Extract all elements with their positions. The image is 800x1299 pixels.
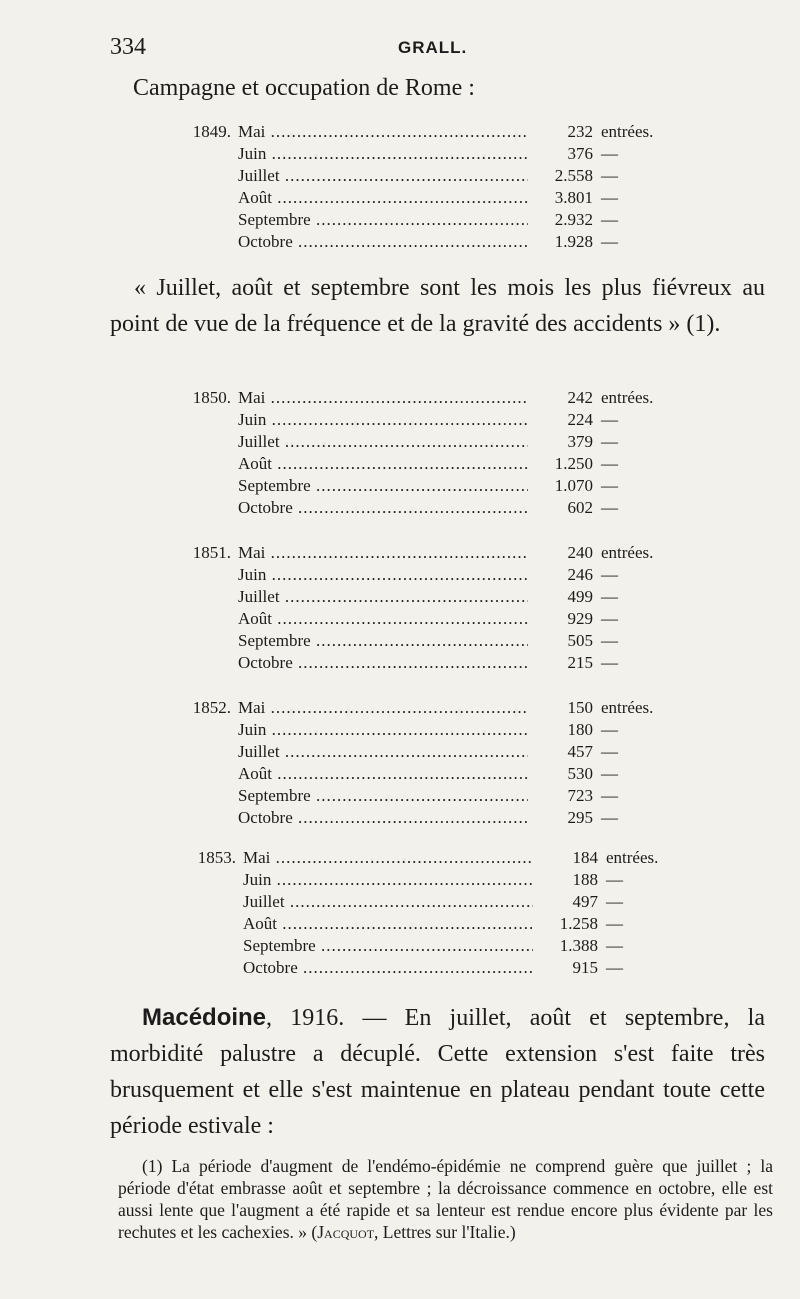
running-head: GRALL. — [398, 38, 468, 57]
table-count: 215 — [567, 653, 593, 672]
table-unit: — — [606, 870, 623, 889]
table-unit: — — [601, 653, 618, 672]
table-month: Juillet ..... — [238, 742, 528, 762]
table-month: Juin ..... — [243, 870, 533, 890]
table-count: 242 — [567, 388, 593, 407]
table-year: 1849. — [192, 122, 231, 141]
macedoine-text: , 1916. — En juillet, août et septembre, la morbidité palustre a décuplé. Cette extension s'est faite très brusquement et elle s'est maintenue en plateau pendant toute cette période estivale : — [110, 1005, 765, 1139]
table-month: Octobre ..... — [243, 958, 533, 978]
table-count: 723 — [567, 786, 593, 805]
table-month: Juin ..... — [238, 144, 528, 164]
table-month: Juillet ..... — [238, 166, 528, 186]
table-month: Mai ..... — [238, 388, 528, 408]
table-count: 1.388 — [559, 936, 598, 955]
footnote-text: (1) La période d'augment de l'endémo-épidémie ne comprend guère que juillet ; la période d'état embrasse août et septembre ; la décroissance commence en octobre, elle est aussi lente que l'augment a été rapide et sa lenteur est rendue encore plus évidente par les rechutes et les cachexies. » ( — [118, 1156, 773, 1242]
table-unit: — — [601, 454, 618, 473]
table-month: Mai ..... — [238, 122, 528, 142]
table-count: 1.258 — [559, 914, 598, 933]
table-count: 3.801 — [554, 188, 593, 207]
footnote — [118, 1155, 773, 1243]
table-count: 530 — [567, 764, 593, 783]
table-unit: — — [601, 188, 618, 207]
table-month: Mai ..... — [238, 698, 528, 718]
table-unit: — — [601, 565, 618, 584]
macedoine-title: Macédoine — [142, 1004, 267, 1031]
table-month: Août ..... — [238, 188, 528, 208]
table-year: 1852. — [192, 698, 231, 717]
table-count: 150 — [567, 698, 593, 717]
table-month: Mai ..... — [243, 848, 533, 868]
table-count: 1.070 — [554, 476, 593, 495]
page-number: 334 — [110, 34, 146, 60]
table-month: Juillet ..... — [238, 587, 528, 607]
table-month: Octobre ..... — [238, 498, 528, 518]
section-heading: Campagne et occupation de Rome : — [133, 75, 475, 101]
table-count: 2.558 — [554, 166, 593, 185]
table-unit: — — [606, 914, 623, 933]
table-unit: — — [601, 210, 618, 229]
table-unit: entrées. — [601, 122, 654, 141]
table-unit: — — [601, 786, 618, 805]
table-month: Septembre ..... — [243, 936, 533, 956]
table-unit: — — [601, 432, 618, 451]
table-count: 240 — [567, 543, 593, 562]
table-unit: — — [601, 720, 618, 739]
table-month: Août ..... — [243, 914, 533, 934]
table-count: 915 — [572, 958, 598, 977]
table-unit: — — [606, 936, 623, 955]
table-count: 376 — [567, 144, 593, 163]
table-count: 2.932 — [554, 210, 593, 229]
table-month: Juin ..... — [238, 565, 528, 585]
table-year: 1853. — [197, 848, 236, 867]
table-count: 184 — [572, 848, 598, 867]
table-unit: — — [601, 631, 618, 650]
table-unit: entrées. — [606, 848, 659, 867]
table-count: 246 — [567, 565, 593, 584]
table-unit: — — [606, 958, 623, 977]
table-unit: — — [601, 609, 618, 628]
table-unit: — — [601, 764, 618, 783]
table-month: Juillet ..... — [238, 432, 528, 452]
footnote-author: Jacquot — [317, 1222, 375, 1242]
table-month: Octobre ..... — [238, 653, 528, 673]
table-unit: entrées. — [601, 543, 654, 562]
table-month: Septembre ..... — [238, 476, 528, 496]
table-month: Mai ..... — [238, 543, 528, 563]
table-month: Octobre ..... — [238, 232, 528, 252]
table-count: 505 — [567, 631, 593, 650]
table-unit: — — [601, 410, 618, 429]
page-header — [110, 34, 770, 64]
table-unit: — — [601, 808, 618, 827]
table-month: Juin ..... — [238, 720, 528, 740]
table-unit: entrées. — [601, 698, 654, 717]
table-month: Septembre ..... — [238, 210, 528, 230]
table-count: 497 — [572, 892, 598, 911]
table-unit: — — [601, 166, 618, 185]
table-unit: — — [601, 587, 618, 606]
table-count: 457 — [567, 742, 593, 761]
macedoine-paragraph — [110, 1000, 765, 1144]
table-unit: — — [601, 232, 618, 251]
table-count: 929 — [567, 609, 593, 628]
table-count: 602 — [567, 498, 593, 517]
table-count: 188 — [572, 870, 598, 889]
table-month: Septembre ..... — [238, 631, 528, 651]
table-month: Août ..... — [238, 764, 528, 784]
table-unit: entrées. — [601, 388, 654, 407]
footnote-source: , Lettres sur l'Italie.) — [374, 1222, 516, 1242]
table-count: 180 — [567, 720, 593, 739]
table-year: 1851. — [192, 543, 231, 562]
table-month: Août ..... — [238, 609, 528, 629]
table-count: 224 — [567, 410, 593, 429]
table-count: 499 — [567, 587, 593, 606]
table-count: 1.928 — [554, 232, 593, 251]
table-count: 1.250 — [554, 454, 593, 473]
table-unit: — — [606, 892, 623, 911]
table-unit: — — [601, 476, 618, 495]
table-year: 1850. — [192, 388, 231, 407]
table-count: 295 — [567, 808, 593, 827]
quote-paragraph: « Juillet, août et septembre sont les mois les plus fiévreux au point de vue de la fréquence et de la gravité des accidents » (1). — [110, 275, 765, 337]
table-unit: — — [601, 742, 618, 761]
table-unit: — — [601, 144, 618, 163]
table-month: Septembre ..... — [238, 786, 528, 806]
table-unit: — — [601, 498, 618, 517]
table-month: Octobre ..... — [238, 808, 528, 828]
table-month: Juin ..... — [238, 410, 528, 430]
table-count: 232 — [567, 122, 593, 141]
table-count: 379 — [567, 432, 593, 451]
table-month: Juillet ..... — [243, 892, 533, 912]
table-month: Août ..... — [238, 454, 528, 474]
